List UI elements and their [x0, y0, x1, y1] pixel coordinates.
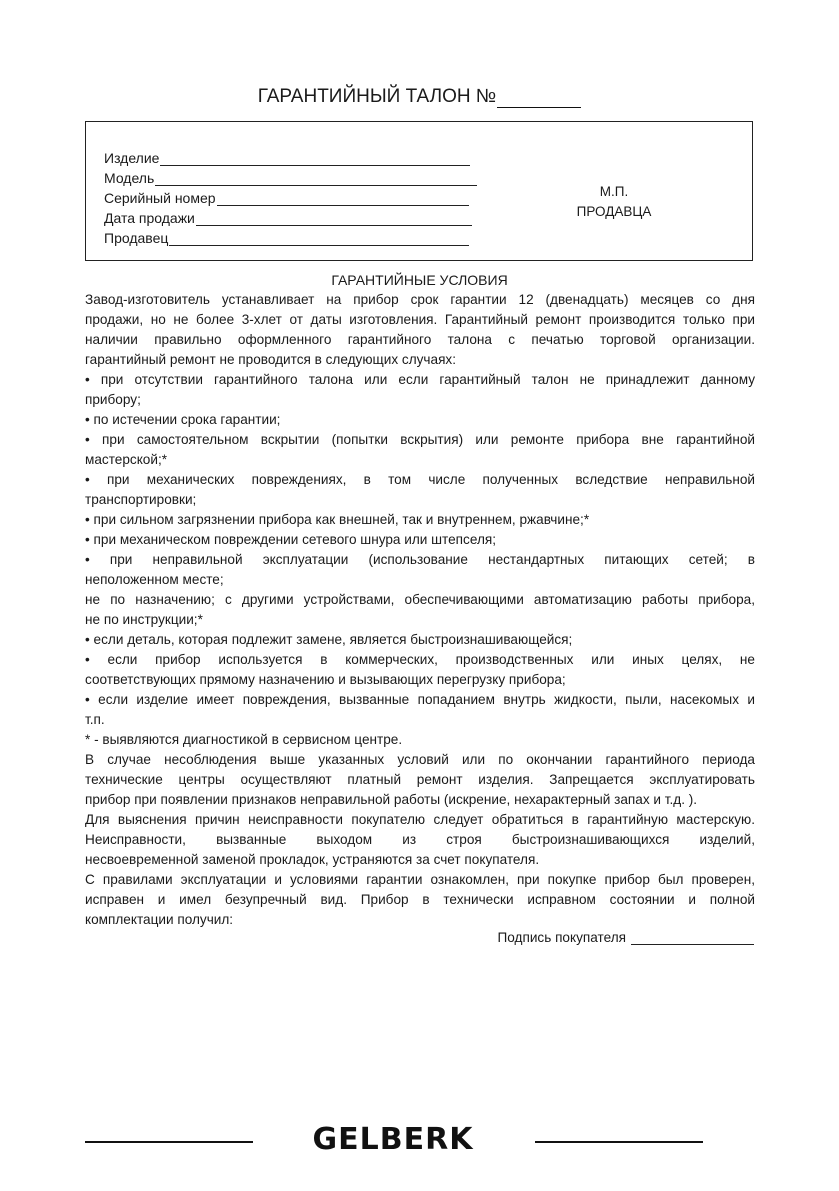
- buyer-signature[interactable]: [498, 930, 755, 945]
- field-label: Продавец: [104, 230, 169, 246]
- text-line: транспортировки;: [85, 492, 197, 507]
- text-line: • если прибор используется в коммерческих, производственных или иных целях, не: [85, 652, 755, 667]
- text-line: Неисправности, вызванные выходом из строя быстроизнашивающихся изделий,: [85, 832, 755, 847]
- field-blank[interactable]: [196, 211, 472, 226]
- stamp-label: М.П.: [599, 184, 629, 199]
- footer-rule-left: [85, 1141, 253, 1143]
- text-line: прибору;: [85, 392, 141, 407]
- text-line: • по истечении срока гарантии;: [85, 412, 281, 427]
- text-line: несвоевременной заменой прокладок, устраняются за счет покупателя.: [85, 852, 540, 867]
- footer-rule-right: [535, 1141, 703, 1143]
- text-line: В случае несоблюдения выше указанных условий или по окончании гарантийного периода: [85, 752, 755, 767]
- field-label: Изделие: [104, 150, 160, 166]
- seller-stamp-area: [556, 182, 672, 222]
- text-line: комплектации получил:: [85, 912, 234, 927]
- text-line: С правилами эксплуатации и условиями гарантии ознакомлен, при покупке прибор был проверен,: [85, 872, 755, 887]
- text-line: не по инструкции;*: [85, 612, 203, 627]
- text-line: не по назначению; с другими устройствами, обеспечивающими автоматизацию работы прибора,: [85, 592, 755, 607]
- text-line: • при самостоятельном вскрытии (попытки вскрытия) или ремонте прибора вне гарантийной: [85, 432, 755, 447]
- field-seller[interactable]: [104, 230, 469, 246]
- text-line: технические центры осуществляют платный ремонт изделия. Запрещается эксплуатировать: [85, 772, 755, 787]
- signature-label: Подпись покупателя: [497, 930, 626, 945]
- text-line: прибор при появлении признаков неправильной работы (искрение, нехарактерный запах и т.д. ).: [85, 792, 698, 807]
- text-line: * - выявляются диагностикой в сервисном центре.: [85, 732, 403, 747]
- field-serial[interactable]: [104, 190, 469, 206]
- card-number-blank[interactable]: [497, 89, 581, 108]
- text-line: • при механических повреждениях, в том числе полученных вследствие неправильной: [85, 472, 755, 487]
- field-label: Дата продажи: [104, 210, 195, 226]
- field-blank[interactable]: [217, 191, 469, 206]
- text-line: неположенном месте;: [85, 572, 224, 587]
- text-line: • при механическом повреждении сетевого шнура или штепселя;: [85, 532, 497, 547]
- field-product[interactable]: [104, 150, 470, 166]
- field-sale-date[interactable]: [104, 210, 472, 226]
- field-blank[interactable]: [155, 171, 477, 186]
- brand-logo: GELBERK: [312, 1122, 474, 1157]
- text-line: • при неправильной эксплуатации (использование нестандартных питающих сетей; в: [85, 552, 755, 567]
- text-line: • при отсутствии гарантийного талона или если гарантийный талон не принадлежит данному: [85, 372, 755, 387]
- text-line: исправен и имел безупречный вид. Прибор в технически исправном состоянии и полной: [85, 892, 755, 907]
- text-line: • если деталь, которая подлежит замене, является быстроизнашивающейся;: [85, 632, 573, 647]
- stamp-label-seller: ПРОДАВЦА: [576, 204, 652, 219]
- text-line: мастерской;*: [85, 452, 168, 467]
- text-line: Для выяснения причин неисправности покупателю следует обратиться в гарантийную мастерскую.: [85, 812, 755, 827]
- text-line: • при сильном загрязнении прибора как внешней, так и внутреннем, ржавчине;*: [85, 512, 590, 527]
- field-blank[interactable]: [169, 231, 469, 246]
- title-text: ГАРАНТИЙНЫЙ ТАЛОН №: [257, 86, 497, 107]
- field-model[interactable]: [104, 170, 477, 186]
- warranty-card-title: [0, 86, 839, 108]
- text-line: гарантийный ремонт не проводится в следующих случаях:: [85, 352, 456, 367]
- field-label: Серийный номер: [104, 190, 216, 206]
- field-label: Модель: [104, 170, 155, 186]
- text-line: соответствующих прямому назначению и вызывающих перегрузку прибора;: [85, 672, 566, 687]
- conditions-text: [85, 290, 755, 930]
- text-line: • если изделие имеет повреждения, вызванные попаданием внутрь жидкости, пыли, насекомых и: [85, 692, 755, 707]
- signature-blank[interactable]: [631, 930, 754, 945]
- text-line: продажи, но не более 3-хлет от даты изготовления. Гарантийный ремонт производится только при: [85, 312, 755, 327]
- conditions-heading: ГАРАНТИЙНЫЕ УСЛОВИЯ: [331, 272, 508, 288]
- text-line: наличии правильно оформленного гарантийного талона с печатью торговой организации.: [85, 332, 755, 347]
- text-line: т.п.: [85, 712, 105, 727]
- product-info-box: [85, 121, 753, 261]
- field-blank[interactable]: [160, 151, 470, 166]
- text-line: Завод-изготовитель устанавливает на прибор срок гарантии 12 (двенадцать) месяцев со дня: [85, 292, 755, 307]
